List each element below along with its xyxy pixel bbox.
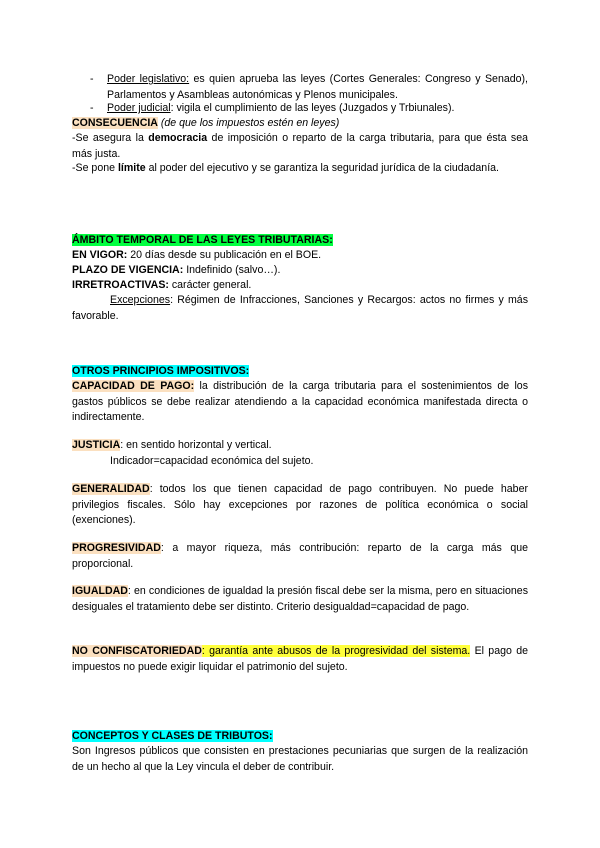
consecuencia-line-1: [72, 131, 528, 162]
progresividad-text: : a mayor riqueza, más contribución: reparto de la carga más que proporcional.: [72, 542, 528, 570]
term-democracia: democracia: [148, 132, 208, 144]
justicia-text: : en sentido horizontal y vertical.: [120, 439, 272, 451]
term-limite: límite: [117, 162, 146, 174]
capacidad-paragraph: [72, 379, 528, 426]
plazo-vigencia-line: [72, 263, 528, 279]
irretroactivas-text: carácter general.: [168, 279, 252, 291]
conceptos-paragraph: [72, 744, 528, 775]
igualdad-text: : en condiciones de igualdad la presión fiscal debe ser la misma, pero en situaciones desiguales el tratamiento debe ser distinto. Criterio desigualdad=capacidad de pago.: [72, 585, 528, 613]
en-vigor-label: EN VIGOR:: [72, 249, 128, 261]
indicador-text: Indicador=capacidad económica del sujeto.: [110, 455, 314, 467]
generalidad-label: GENERALIDAD: [72, 483, 150, 495]
no-confiscatoriedad-highlight: : garantía ante abusos de la progresividad del sistema.: [201, 645, 471, 657]
irretroactivas-line: [72, 278, 528, 294]
excepciones-line: [72, 293, 528, 324]
ambito-heading: [72, 233, 528, 249]
excepciones-label: Excepciones: [110, 294, 171, 306]
no-confiscatoriedad-paragraph: [72, 644, 528, 675]
text-poder-legislativo: es quien aprueba las leyes (Cortes Generales: Congreso y Senado), Parlamentos y Asambleas autonómicas y Plenos municipales.: [107, 73, 528, 101]
text-segment: -Se asegura la: [72, 132, 149, 144]
bullet-dash: -: [90, 73, 94, 85]
indicador-line: [72, 454, 566, 470]
plazo-vigencia-label: PLAZO DE VIGENCIA:: [72, 264, 184, 276]
otros-heading-text: OTROS PRINCIPIOS IMPOSITIVOS:: [72, 365, 250, 377]
en-vigor-line: [72, 248, 528, 264]
conceptos-text: Son Ingresos públicos que consisten en prestaciones pecuniarias que surgen de la realización de un hecho al que la Ley vincula el deber de contribuir.: [72, 745, 528, 773]
text-segment: de imposición o reparto de la carga tributaria, para que ésta sea más justa.: [72, 132, 528, 160]
justicia-line: [72, 438, 528, 454]
text-segment: -Se pone: [72, 162, 118, 174]
otros-heading: [72, 364, 528, 380]
ambito-heading-text: ÁMBITO TEMPORAL DE LAS LEYES TRIBUTARIAS:: [72, 234, 333, 246]
text-poder-judicial: : vigila el cumplimiento de las leyes (Juzgados y Trbiunales).: [170, 102, 455, 114]
igualdad-label: IGUALDAD: [72, 585, 128, 597]
consecuencia-heading: [72, 116, 528, 132]
plazo-vigencia-text: Indefinido (salvo…).: [183, 264, 281, 276]
progresividad-label: PROGRESIVIDAD: [72, 542, 161, 554]
term-poder-judicial: Poder judicial: [107, 102, 171, 114]
en-vigor-text: 20 días desde su publicación en el BOE.: [127, 249, 322, 261]
conceptos-heading-text: CONCEPTOS Y CLASES DE TRIBUTOS:: [72, 730, 273, 742]
bullet-poder-judicial: [90, 101, 528, 117]
generalidad-paragraph: [72, 482, 528, 529]
excepciones-text: : Régimen de Infracciones, Sanciones y Recargos: actos no firmes y más favorable.: [72, 294, 528, 322]
igualdad-paragraph: [72, 584, 528, 615]
text-segment: al poder del ejecutivo y se garantiza la seguridad jurídica de la ciudadanía.: [145, 162, 499, 174]
capacidad-text: la distribución de la carga tributaria para el sostenimientos de los gastos públicos se debe realizar atendiendo a la capacidad económica manifestada directa o indirectamente.: [72, 380, 528, 423]
capacidad-label: CAPACIDAD DE PAGO:: [72, 380, 195, 392]
generalidad-text: : todos los que tienen capacidad de pago contribuyen. No puede haber privilegios fiscales. Sólo hay excepciones por razones de política económica o social (exenciones).: [72, 483, 528, 526]
consecuencia-label: CONSECUENCIA: [72, 117, 158, 129]
consecuencia-line-2: [72, 161, 528, 177]
consecuencia-note: (de que los impuestos estén en leyes): [160, 117, 340, 129]
justicia-label: JUSTICIA: [72, 439, 121, 451]
irretroactivas-label: IRRETROACTIVAS:: [72, 279, 169, 291]
term-poder-legislativo: Poder legislativo:: [107, 73, 190, 85]
progresividad-paragraph: [72, 541, 528, 572]
no-confiscatoriedad-label: NO CONFISCATORIEDAD: [72, 645, 202, 657]
bullet-dash: -: [90, 102, 94, 114]
conceptos-heading: [72, 729, 528, 745]
bullet-poder-legislativo: [90, 72, 528, 103]
no-confiscatoriedad-text: El pago de impuestos no puede exigir liquidar el patrimonio del sujeto.: [72, 645, 528, 673]
